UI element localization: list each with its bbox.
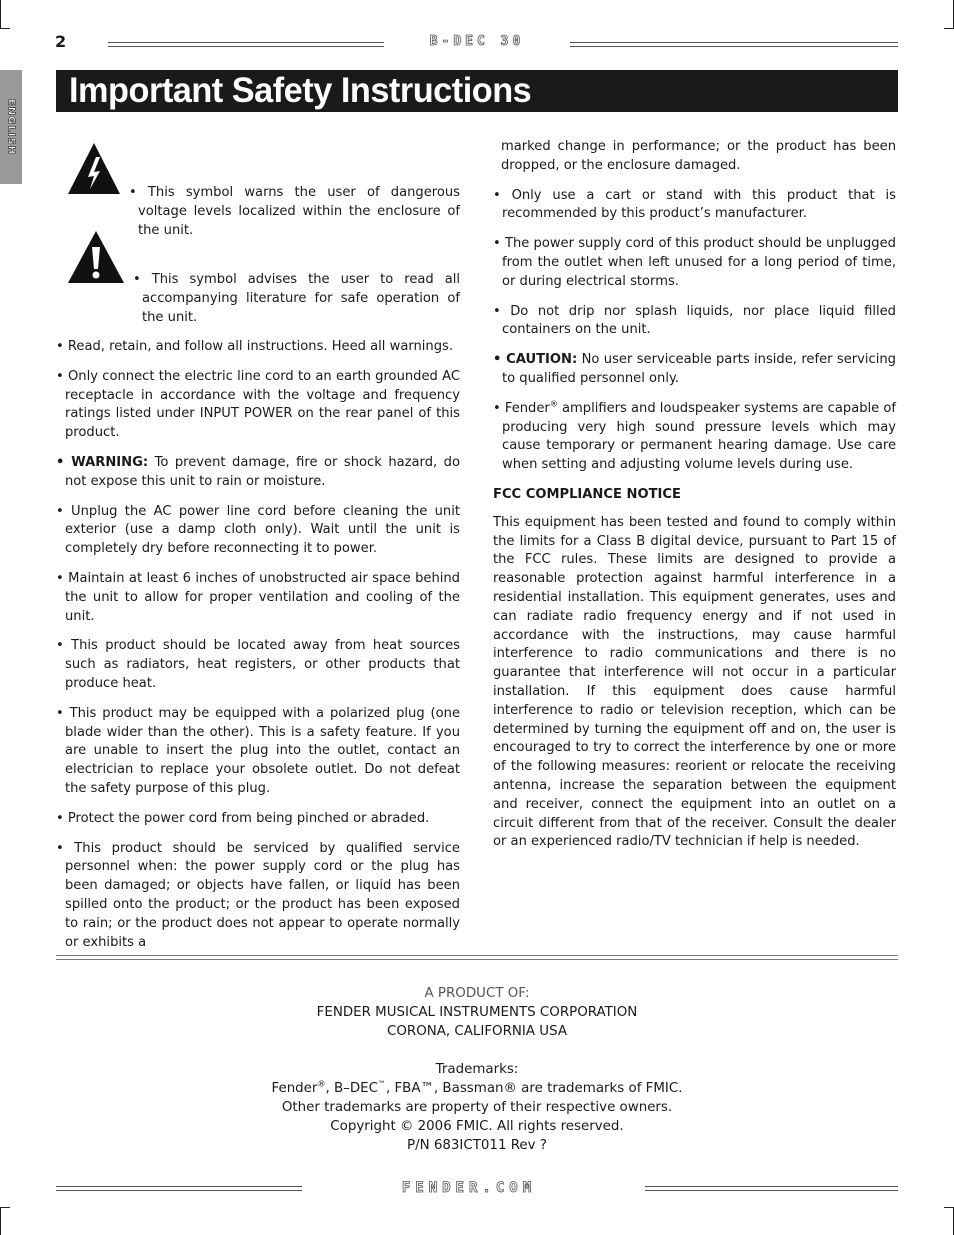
- header-rule-left: [108, 42, 384, 47]
- left-column: [56, 338, 460, 963]
- trademark-mark: ™: [377, 1079, 386, 1089]
- hearing-warning-item: [493, 400, 896, 475]
- lightning-bolt-warning-icon: [66, 141, 122, 197]
- instruction-item: • This product should be serviced by qualified service personnel when: the power supply cord or the plug has been damaged; or objects have fallen, or liquid has been spilled onto the product; or the product has been exposed to rain; or the product does not appear to operate normally or exhibits a: [56, 840, 460, 950]
- header-rule-right: [570, 42, 898, 47]
- product-of-label: A PRODUCT OF:: [424, 986, 530, 1001]
- caution-item: [493, 351, 896, 389]
- footer-rule-left: [56, 1186, 302, 1191]
- footer-divider: [56, 955, 898, 960]
- page-title: Important Safety Instructions: [69, 71, 532, 110]
- registered-mark: ®: [317, 1079, 326, 1089]
- language-tab: [0, 70, 22, 184]
- crop-mark: [0, 0, 1, 28]
- registered-mark: ®: [549, 399, 558, 409]
- fcc-heading: FCC COMPLIANCE NOTICE: [493, 486, 681, 502]
- crop-mark: [0, 28, 10, 29]
- model-name: B-DEC 30: [429, 34, 525, 49]
- tm-rest: , FBA™, Bassman® are trademarks of FMIC.: [385, 1081, 683, 1096]
- company-location: CORONA, CALIFORNIA USA: [387, 1024, 567, 1039]
- instruction-item: • Protect the power cord from being pinched or abraded.: [56, 810, 430, 826]
- instruction-item: • Only use a cart or stand with this product that is recommended by this product’s manufacturer.: [493, 187, 896, 222]
- page-number: 2: [55, 32, 67, 51]
- tm-bdec: , B–DEC: [325, 1081, 378, 1096]
- fcc-body: This equipment has been tested and found to comply within the limits for a Class B digital device, pursuant to Part 15 of the FCC rules. These limits are designed to provide a reasonable protection against harmful interference in a residential installation. This equipment generates, uses and can radiate radio frequency energy and if not used in accordance with the instructions, may cause harmful interference to radio communications and there is no guarantee that interference will not occur in a particular installation. If this equipment does cause harmful interference to radio or television reception, which can be determined by turning the equipment off and on, the user is encouraged to try to correct the interference by one or more of the following measures: reorient or relocate the receiving antenna, increase the separation between the equipment and receiver, connect the equipment into an outlet on a circuit different from that of the receiver. Consult the dealer or an experienced radio/TV technician if help is needed.: [493, 514, 896, 850]
- caution-label: • CAUTION:: [493, 352, 578, 368]
- instruction-item: • This product should be located away from heat sources such as radiators, heat registers, or other products that produce heat.: [56, 638, 460, 691]
- crop-mark: [944, 28, 954, 29]
- crop-mark: [0, 1207, 1, 1235]
- instruction-item: • This product may be equipped with a polarized plug (one blade wider than the other). This is a safety feature. If you are unable to insert the plug into the outlet, contact an electrician to replace your obsolete outlet. Do not defeat the safety purpose of this plug.: [56, 705, 460, 796]
- footer-info: [177, 984, 777, 1155]
- spacer: [177, 1041, 777, 1060]
- fender-prefix: • Fender: [493, 400, 550, 416]
- trademarks-line: [177, 1079, 777, 1098]
- tm-fender: Fender: [271, 1081, 318, 1096]
- warning-label: • WARNING:: [56, 454, 149, 470]
- title-bar: [56, 70, 898, 112]
- website-link[interactable]: FENDER.COM: [401, 1180, 537, 1196]
- part-number: P/N 683ICT011 Rev ?: [407, 1138, 547, 1153]
- company-name: FENDER MUSICAL INSTRUMENTS CORPORATION: [316, 1005, 638, 1020]
- hearing-warning-text: amplifiers and loudspeaker systems are capable of producing very high sound pressure levels which may cause temporary or permanent hearing damage. Use care when setting and adjusting volume levels during use.: [502, 400, 896, 473]
- warning-item: [56, 454, 460, 492]
- instruction-item: • Maintain at least 6 inches of unobstructed air space behind the unit to allow for proper ventilation and cooling of the unit.: [56, 570, 460, 624]
- symbol-literature-text: • This symbol advises the user to read all accompanying literature for safe operation of the unit.: [133, 272, 460, 325]
- instruction-item: • The power supply cord of this product should be unplugged from the outlet when left unused for a long period of time, or during electrical storms.: [493, 236, 896, 289]
- other-trademarks: Other trademarks are property of their respective owners.: [281, 1100, 673, 1115]
- instruction-item: • Only connect the electric line cord to an earth grounded AC receptacle in accordance with the voltage and frequency ratings listed under INPUT POWER on the rear panel of this product.: [56, 368, 460, 441]
- copyright: Copyright © 2006 FMIC. All rights reserved.: [330, 1119, 624, 1134]
- instruction-item: • Unplug the AC power line cord before cleaning the unit exterior (use a damp cloth only). Wait until the unit is completely dry before reconnecting it to power.: [56, 503, 460, 557]
- exclamation-warning-icon: [66, 229, 126, 285]
- instruction-item: marked change in performance; or the product has been dropped, or the enclosure damaged.: [501, 139, 896, 173]
- right-column: [493, 138, 896, 863]
- instruction-item: • Do not drip nor splash liquids, nor place liquid filled containers on the unit.: [493, 303, 896, 338]
- warning-text: To prevent damage, fire or shock hazard, do not expose this unit to rain or moisture.: [65, 454, 460, 489]
- caution-text: No user serviceable parts inside, refer servicing to qualified personnel only.: [502, 352, 896, 386]
- footer-rule-right: [645, 1186, 898, 1191]
- crop-mark: [944, 1207, 954, 1208]
- crop-mark: [0, 1207, 10, 1208]
- trademarks-heading: Trademarks:: [435, 1062, 519, 1077]
- language-tab-label: ENGLISH: [5, 98, 17, 156]
- symbol-voltage-text: • This symbol warns the user of dangerous voltage levels localized within the enclosure of the unit.: [129, 185, 460, 238]
- instruction-item: • Read, retain, and follow all instructions. Heed all warnings.: [56, 339, 454, 354]
